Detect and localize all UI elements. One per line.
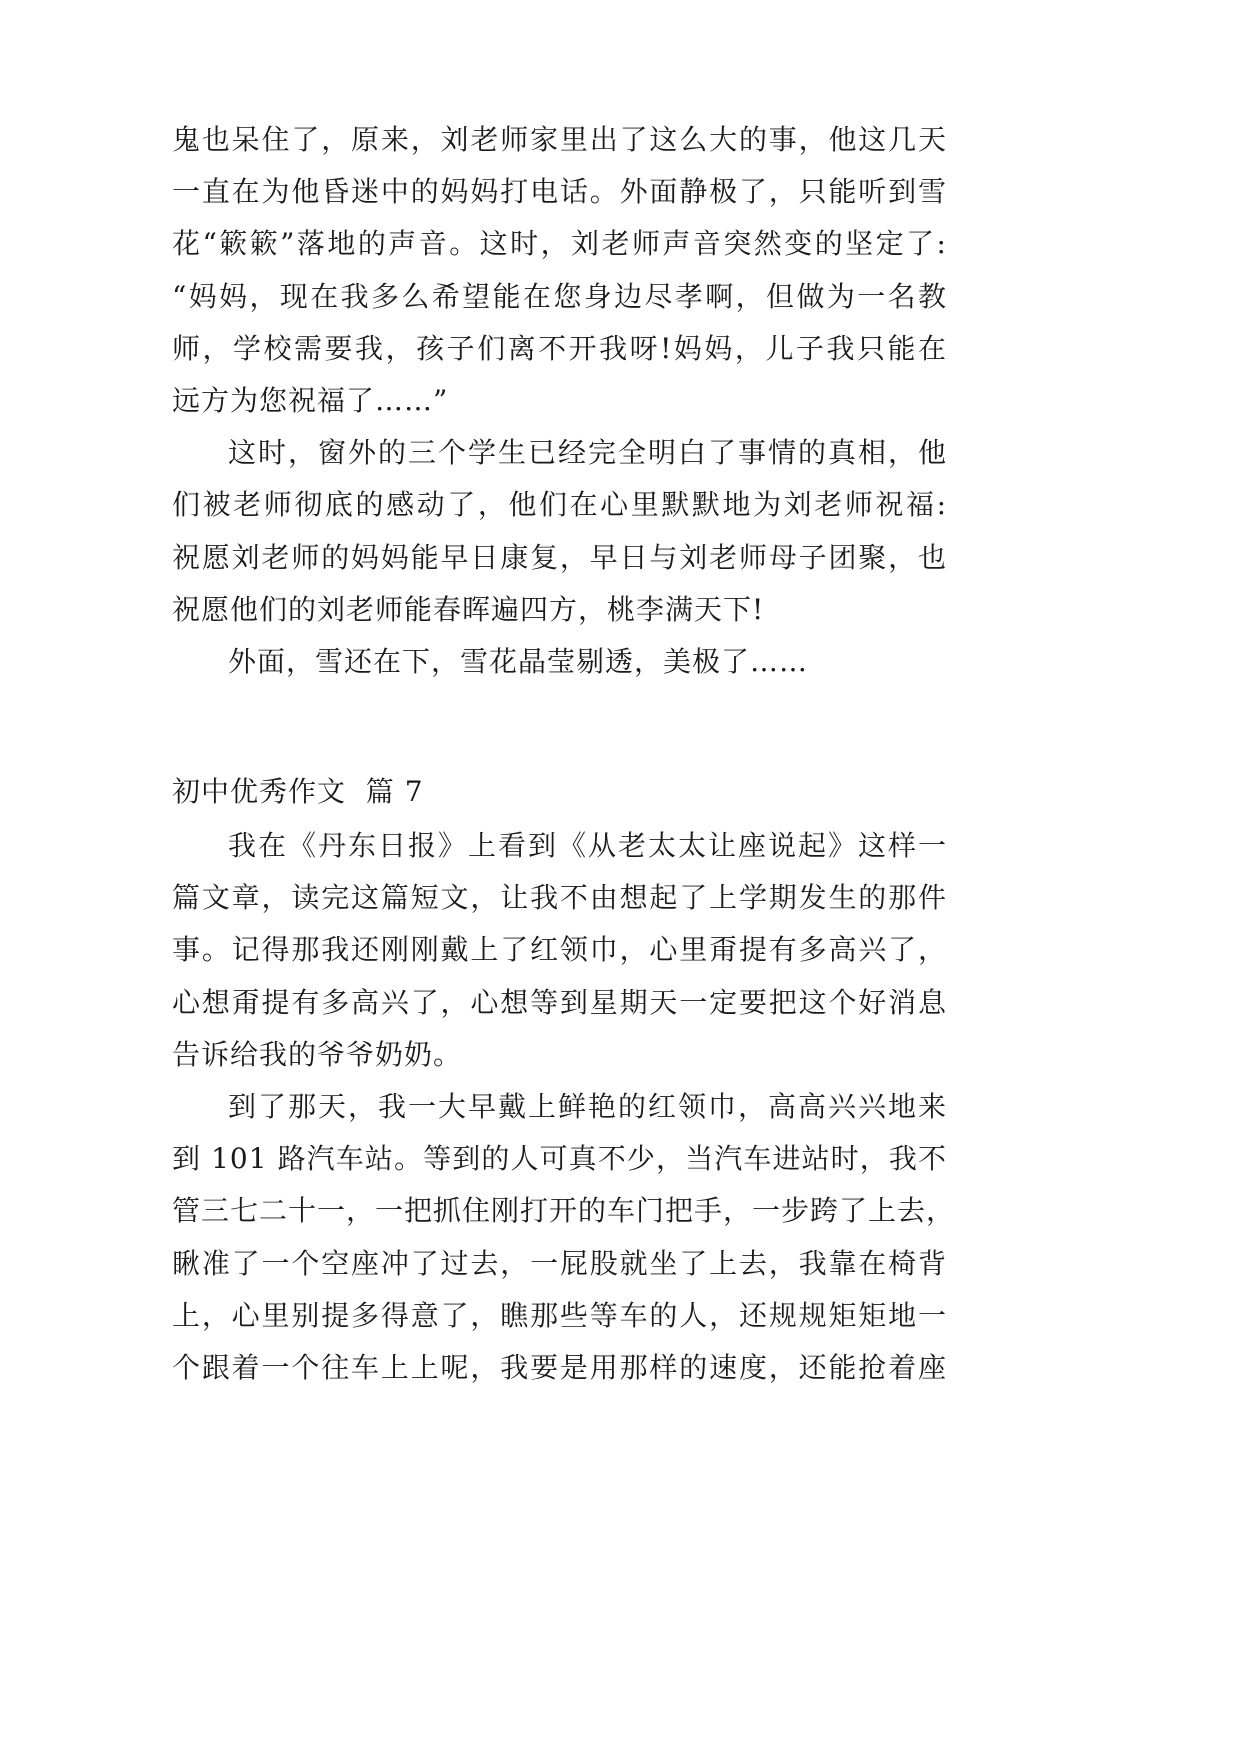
- text-line: 我在《丹东日报》上看到《从老太太让座说起》这样一: [228, 829, 947, 862]
- text-line: 心想甭提有多高兴了，心想等到星期天一定要把这个好消息: [172, 985, 947, 1019]
- text-line: 管三七二十一，一把抓住刚打开的车门把手，一步跨了上去，: [172, 1194, 956, 1228]
- text-line: “妈妈，现在我多么希望能在您身边尽孝啊，但做为一名教: [172, 279, 947, 313]
- text-line: 事。记得那我还刚刚戴上了红领巾，心里甭提有多高兴了，: [172, 933, 947, 967]
- text-line: 一直在为他昏迷中的妈妈打电话。外面静极了，只能听到雪: [172, 175, 947, 209]
- text-line: 到了那天，我一大早戴上鲜艳的红领巾，高高兴兴地来: [228, 1089, 947, 1123]
- text-line: 外面，雪还在下，雪花晶莹剔透，美极了……: [228, 644, 809, 678]
- text-line: 瞅准了一个空座冲了过去，一屁股就坐了上去，我靠在椅背: [172, 1246, 947, 1280]
- text-line: 上，心里别提多得意了，瞧那些等车的人，还规规矩矩地一: [172, 1298, 947, 1332]
- text-line: 祝愿他们的刘老师能春晖遍四方，桃李满天下!: [172, 592, 765, 626]
- text-line: 们被老师彻底的感动了，他们在心里默默地为刘老师祝福:: [172, 488, 947, 522]
- text-line: 花“簌簌”落地的声音。这时，刘老师声音突然变的坚定了:: [172, 227, 947, 261]
- text-line: 这时，窗外的三个学生已经完全明白了事情的真相，他: [228, 436, 947, 470]
- text-block-essay-7: [172, 820, 956, 1394]
- text-line: 到 101 路汽车站。等到的人可真不少，当汽车进站时，我不: [172, 1142, 947, 1176]
- text-line: 个跟着一个往车上上呢，我要是用那样的速度，还能抢着座: [172, 1350, 947, 1384]
- text-line: 篇文章，读完这篇短文，让我不由想起了上学期发生的那件: [172, 881, 947, 915]
- text-block-story-end: [172, 114, 947, 688]
- text-line: 告诉给我的爷爷奶奶。: [172, 1037, 463, 1071]
- essay-heading: 初中优秀作文 篇 7: [172, 775, 424, 808]
- text-line: 祝愿刘老师的妈妈能早日康复，早日与刘老师母子团聚，也: [172, 540, 947, 574]
- text-line: 远方为您祝福了……”: [172, 383, 449, 417]
- text-line: 师，学校需要我，孩子们离不开我呀!妈妈，儿子我只能在: [172, 331, 947, 365]
- text-line: 鬼也呆住了，原来，刘老师家里出了这么大的事，他这几天: [172, 123, 947, 156]
